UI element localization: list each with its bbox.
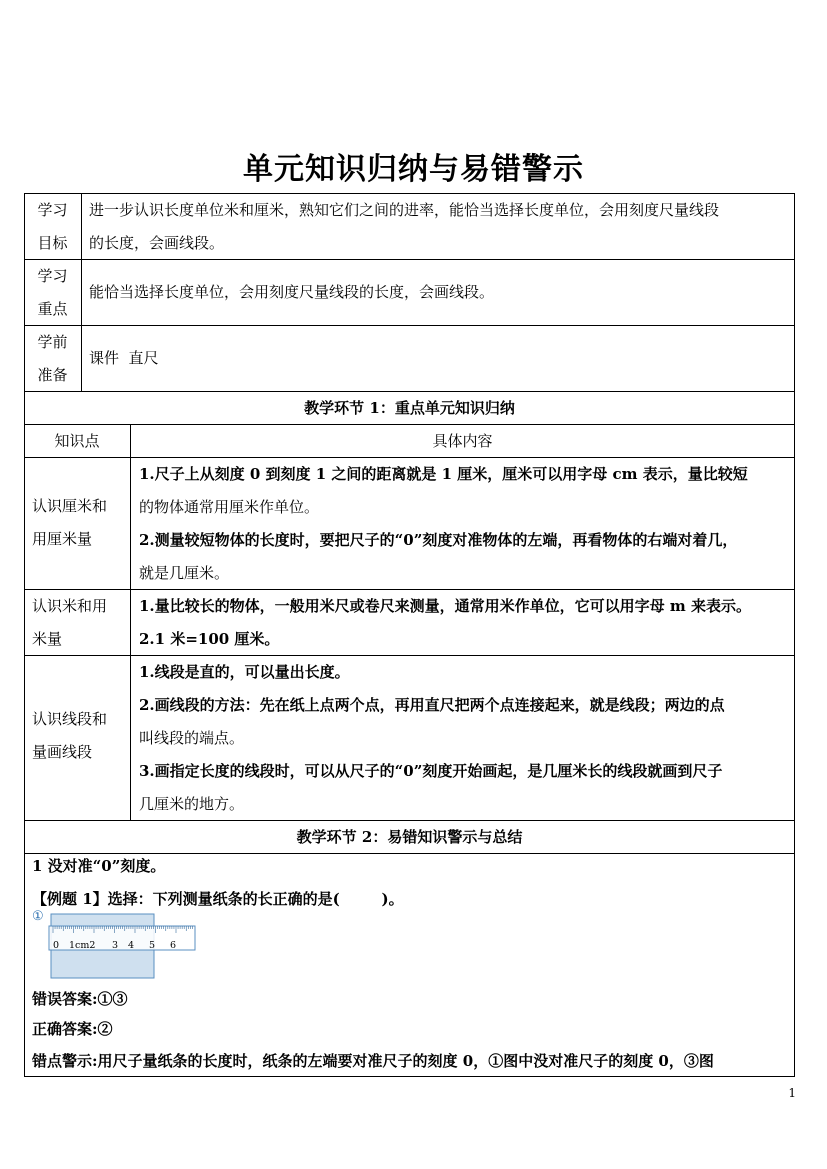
knowledge-name-2-line2: 米量 [32,630,63,648]
knowledge-name-2-line1: 认识米和用 [32,597,108,615]
knowledge-name-1-line2: 用厘米量 [32,530,93,548]
ruler-label: 0 [53,940,60,951]
knowledge-1-line: 的物体通常用厘米作单位。 [139,498,320,516]
key-label [24,260,81,326]
prep-label [24,326,81,392]
knowledge-1-line: 2.测量较短物体的长度时，要把尺子的“0”刻度对准物体的左端，再看物体的右端对着几， [139,531,738,549]
goal-content-line1: 进一步认识长度单位米和厘米，熟知它们之间的进率，能恰当选择长度单位，会用刻度尺量线段 [89,201,720,219]
wrong-answer: 错误答案:①③ [32,990,128,1008]
knowledge-name-3-line2: 量画线段 [32,743,93,761]
ruler-label: 4 [128,940,135,951]
header-point: 知识点 [54,432,100,450]
ruler-label: 5 [149,940,156,951]
knowledge-3-line: 叫线段的端点。 [139,729,245,747]
knowledge-3-line: 3.画指定长度的线段时，可以从尺子的“0”刻度开始画起，是几厘米长的线段就画到尺子 [139,762,723,780]
ruler-label: 3 [112,940,119,951]
section2-title: 教学环节 2：易错知识警示与总结 [296,828,523,846]
page-number: 1 [788,1086,796,1100]
knowledge-name-2 [32,590,128,656]
goal-content [89,194,789,260]
key-label-line2: 重点 [37,300,68,318]
knowledge-1-line: 就是几厘米。 [139,564,230,582]
knowledge-2-line: 1.量比较长的物体，一般用米尺或卷尺来测量，通常用米作单位，它可以用字母 m 来表示。 [139,597,751,615]
knowledge-content-3 [139,656,791,821]
error-warning: 错点警示:用尺子量纸条的长度时，纸条的左端要对准尺子的刻度 0，①图中没对准尺子的刻度 0，③图 [32,1052,714,1070]
prep-label-line2: 准备 [37,366,68,384]
col-divider-knowledge [130,424,131,820]
key-content: 能恰当选择长度单位，会用刻度尺量线段的长度，会画线段。 [89,283,495,301]
knowledge-3-line: 几厘米的地方。 [139,795,245,813]
goal-label [24,194,81,260]
correct-answer: 正确答案:② [32,1020,113,1038]
header-content: 具体内容 [432,432,493,450]
mistake-heading: 1 没对准“0”刻度。 [32,857,166,875]
goal-label-line1: 学习 [37,201,68,219]
knowledge-1-line: 1.尺子上从刻度 0 到刻度 1 之间的距离就是 1 厘米，厘米可以用字母 cm 表示，量比较短 [139,465,748,483]
col-divider-label [81,193,82,391]
knowledge-name-3 [32,703,128,769]
example-question: 【例题 1】选择：下列测量纸条的长正确的是( )。 [32,890,404,908]
prep-label-line1: 学前 [37,333,68,351]
knowledge-name-1-line1: 认识厘米和 [32,497,108,515]
knowledge-content-1 [139,458,791,590]
ruler-label: 1cm2 [69,940,96,951]
goal-content-line2: 的长度，会画线段。 [89,234,225,252]
section1-title: 教学环节 1：重点单元知识归纳 [304,399,515,417]
figure-label: ① [32,909,44,924]
row-divider [24,325,795,326]
ruler-label: 6 [170,940,177,951]
knowledge-3-line: 1.线段是直的，可以量出长度。 [139,663,350,681]
knowledge-content-2 [139,590,791,656]
knowledge-2-line: 2.1 米=100 厘米。 [139,630,280,648]
knowledge-3-line: 2.画线段的方法：先在纸上点两个点，再用直尺把两个点连接起来，就是线段；两边的点 [139,696,725,714]
knowledge-name-1 [32,490,128,556]
knowledge-name-3-line1: 认识线段和 [32,710,108,728]
prep-content: 课件 直尺 [89,349,159,367]
goal-label-line2: 目标 [37,234,68,252]
key-label-line1: 学习 [37,267,68,285]
page-title: 单元知识归纳与易错警示 [243,152,584,187]
